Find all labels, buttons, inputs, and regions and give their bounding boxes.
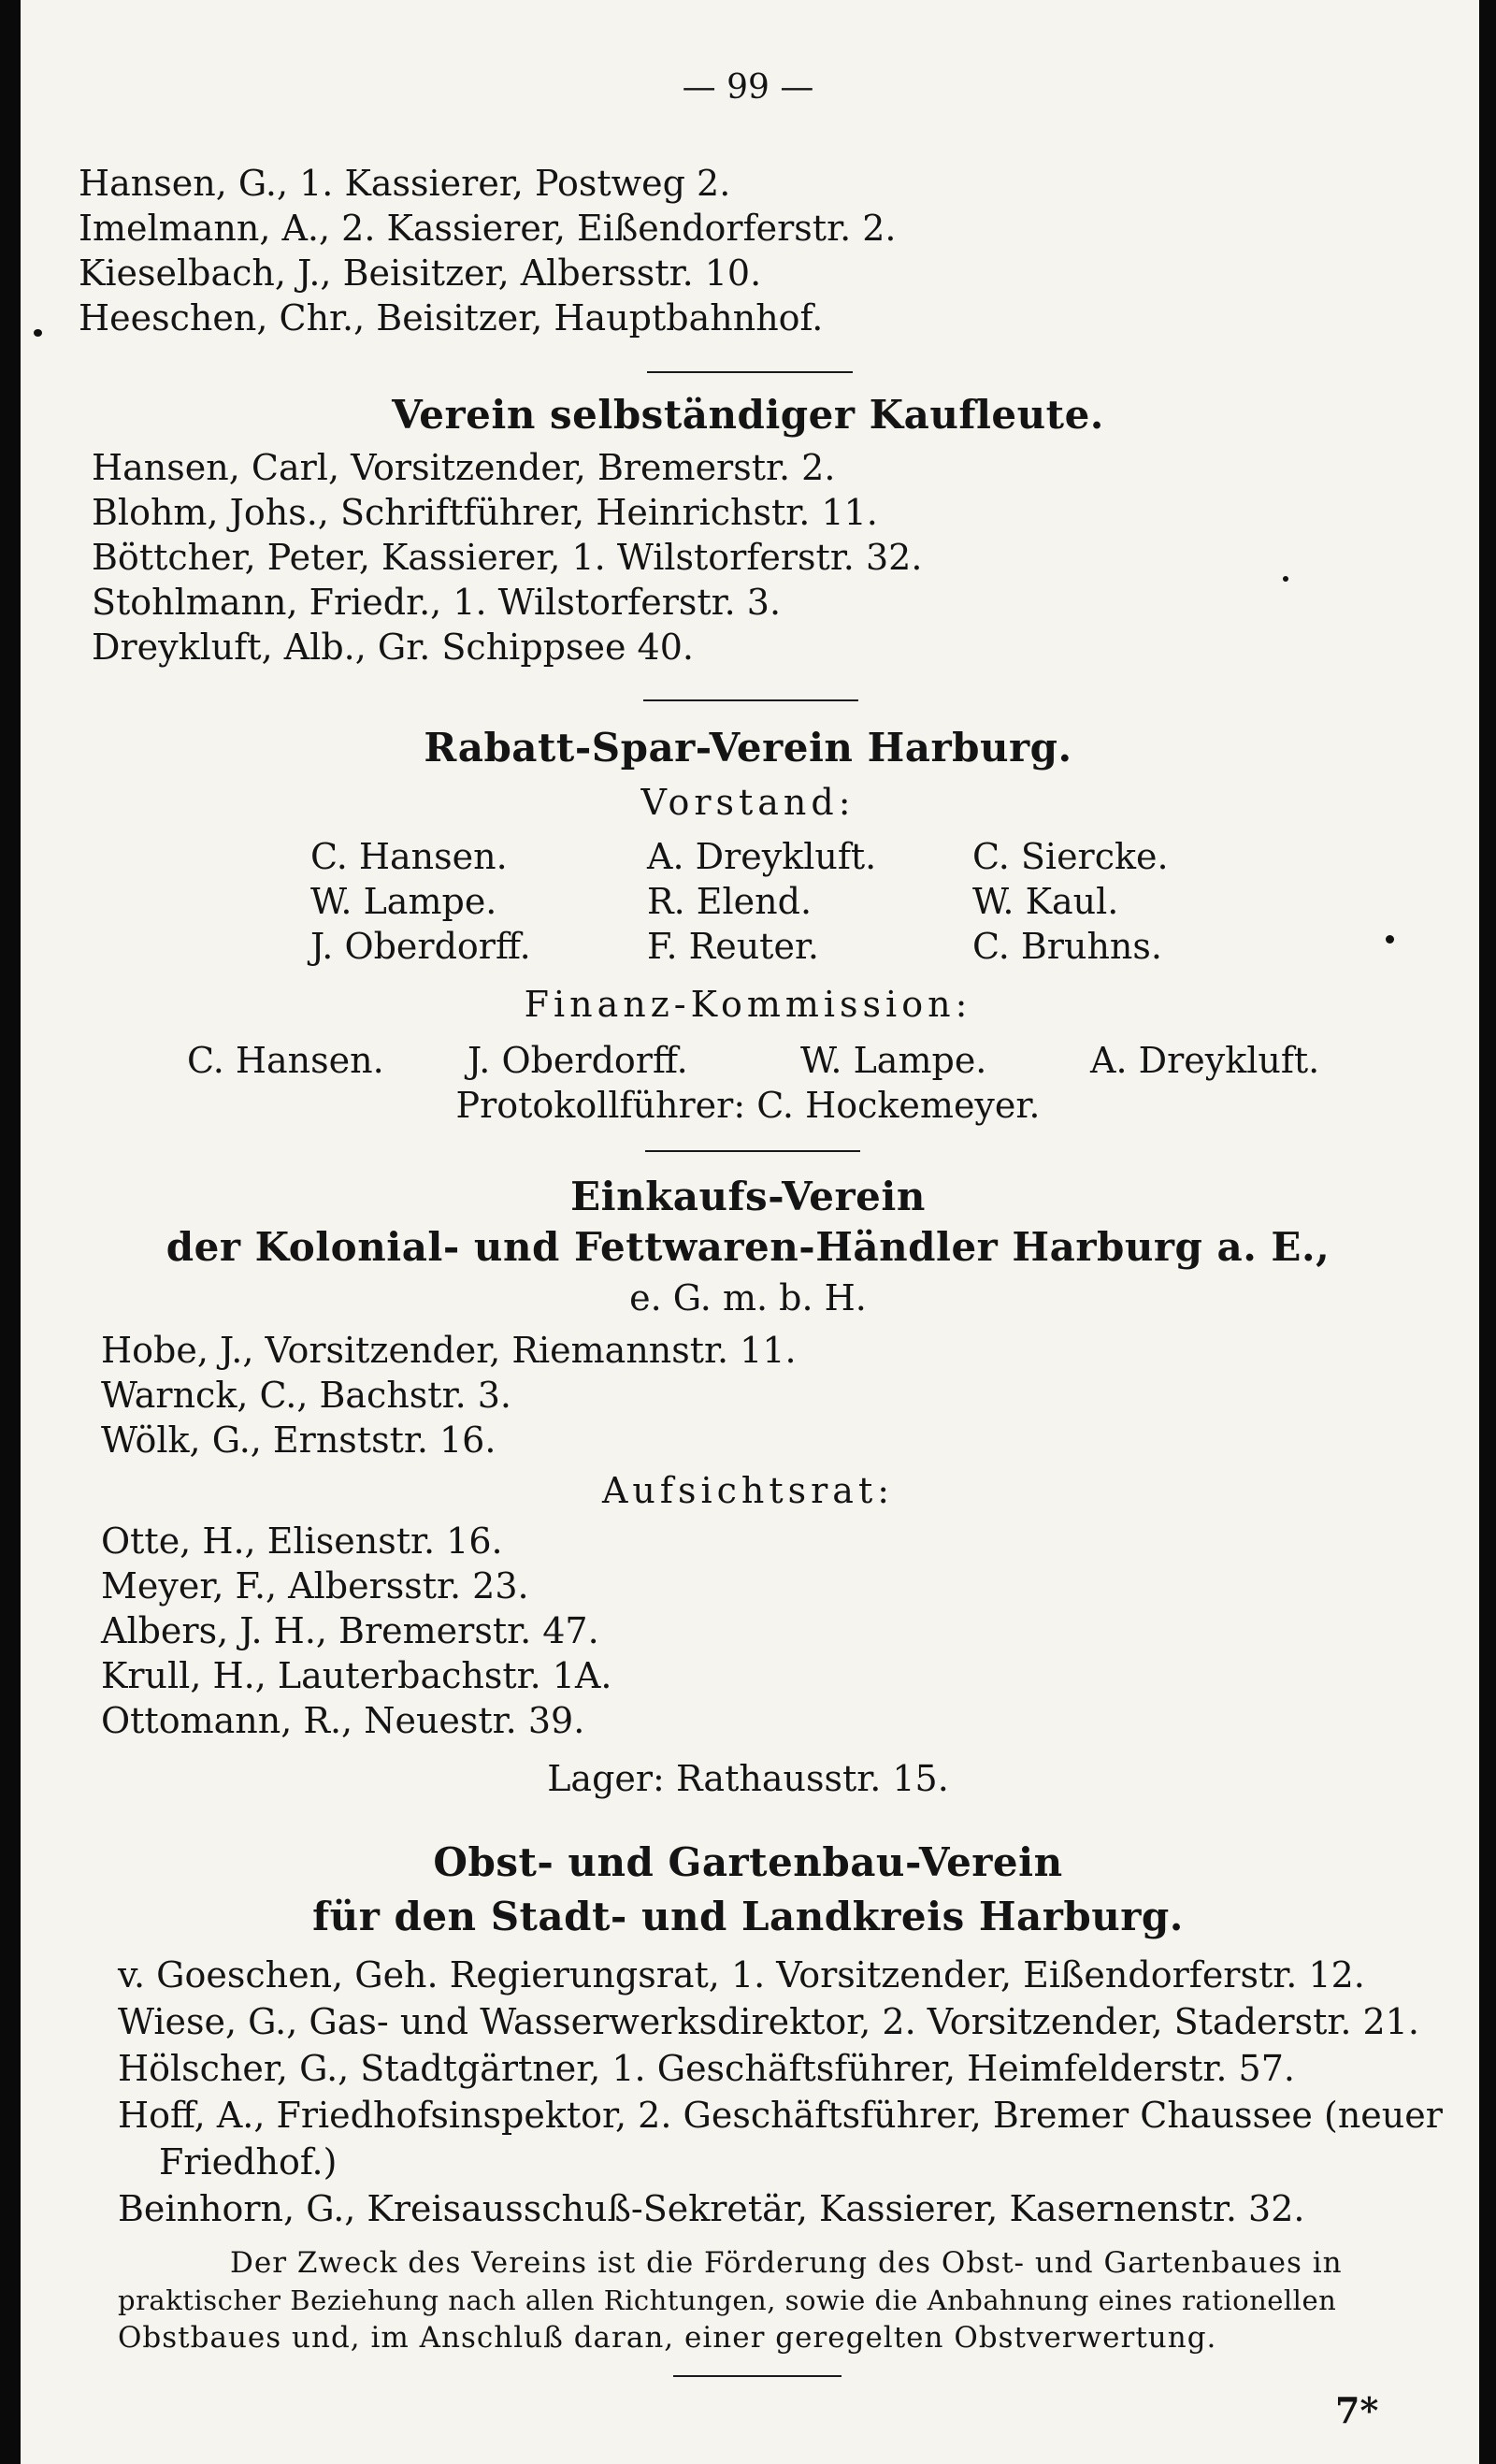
section-title: für den Stadt- und Landkreis Harburg. xyxy=(312,1894,1184,1939)
list-item: Wiese, G., Gas- und Wasserwerksdirektor, 2. Vorsitzender, Staderstr. 21. xyxy=(118,2001,1419,2042)
list-item: Warnck, C., Bachstr. 3. xyxy=(101,1375,511,1416)
subheading-finanz-kommission: Finanz-Kommission: xyxy=(524,984,972,1025)
list-item: Heeschen, Chr., Beisitzer, Hauptbahnhof. xyxy=(79,297,824,339)
list-item: Dreykluft, Alb., Gr. Schippsee 40. xyxy=(92,627,694,668)
page-number: — 99 — xyxy=(682,68,814,107)
section-title: Obst- und Gartenbau-Verein xyxy=(433,1839,1063,1885)
list-item: Hansen, Carl, Vorsitzender, Bremerstr. 2. xyxy=(92,447,836,488)
list-item: Blohm, Johs., Schriftführer, Heinrichstr. 11. xyxy=(92,492,878,533)
member-name: J. Oberdorff. xyxy=(468,1040,688,1081)
list-item: Otte, H., Elisenstr. 16. xyxy=(101,1520,503,1562)
member-name: C. Bruhns. xyxy=(972,926,1162,967)
section-title: der Kolonial- und Fettwaren-Händler Harburg a. E., xyxy=(165,1224,1331,1270)
member-name: F. Reuter. xyxy=(647,926,820,967)
list-item: Hansen, G., 1. Kassierer, Postweg 2. xyxy=(79,163,731,204)
member-name: R. Elend. xyxy=(647,881,813,922)
list-item: Ottomann, R., Neuestr. 39. xyxy=(101,1700,585,1741)
member-name: W. Lampe. xyxy=(800,1040,987,1081)
member-name: A. Dreykluft. xyxy=(1090,1040,1320,1081)
lager-address: Lager: Rathausstr. 15. xyxy=(547,1758,949,1799)
list-item: Albers, J. H., Bremerstr. 47. xyxy=(101,1610,599,1651)
section-title: Rabatt-Spar-Verein Harburg. xyxy=(424,725,1072,771)
section-title: Einkaufs-Verein xyxy=(570,1174,926,1219)
section-title: Verein selbständiger Kaufleute. xyxy=(392,392,1104,438)
list-item: v. Goeschen, Geh. Regierungsrat, 1. Vorsitzender, Eißendorferstr. 12. xyxy=(118,1954,1365,1996)
member-name: C. Hansen. xyxy=(187,1040,384,1081)
member-name: C. Hansen. xyxy=(310,836,508,877)
section-subtitle: e. G. m. b. H. xyxy=(629,1277,867,1318)
list-item: Wölk, G., Ernststr. 16. xyxy=(101,1419,496,1461)
scan-speck xyxy=(34,329,42,337)
subheading-aufsichtsrat: Aufsichtsrat: xyxy=(601,1470,895,1511)
list-item: Beinhorn, G., Kreisausschuß-Sekretär, Kassierer, Kasernenstr. 32. xyxy=(118,2188,1305,2229)
list-item: Böttcher, Peter, Kassierer, 1. Wilstorferstr. 32. xyxy=(92,537,923,578)
list-item: Kieselbach, J., Beisitzer, Albersstr. 10. xyxy=(79,252,762,294)
member-name: W. Kaul. xyxy=(972,881,1119,922)
list-item: Hölscher, G., Stadtgärtner, 1. Geschäftsführer, Heimfelderstr. 57. xyxy=(118,2048,1295,2089)
section-divider xyxy=(643,699,858,701)
protokollfuehrer: Protokollführer: C. Hockemeyer. xyxy=(455,1085,1041,1126)
signature-mark: 7* xyxy=(1335,2389,1379,2431)
purpose-note: Der Zweck des Vereins ist die Förderung des Obst- und Gartenbaues in xyxy=(230,2246,1343,2280)
scan-speck xyxy=(1386,935,1394,944)
list-item: Hobe, J., Vorsitzender, Riemannstr. 11. xyxy=(101,1330,797,1371)
purpose-note: Obstbaues und, im Anschluß daran, einer geregelten Obstverwertung. xyxy=(118,2321,1217,2355)
member-name: J. Oberdorff. xyxy=(310,926,531,967)
list-item: Krull, H., Lauterbachstr. 1A. xyxy=(101,1655,612,1696)
subheading-vorstand: Vorstand: xyxy=(640,782,856,823)
section-divider xyxy=(645,1150,860,1152)
member-name: W. Lampe. xyxy=(310,881,497,922)
scan-speck xyxy=(1283,576,1288,582)
member-name: C. Siercke. xyxy=(972,836,1169,877)
section-divider xyxy=(647,371,853,373)
list-item-continuation: Friedhof.) xyxy=(159,2141,338,2183)
section-divider xyxy=(673,2375,842,2377)
list-item: Imelmann, A., 2. Kassierer, Eißendorferstr. 2. xyxy=(79,208,897,249)
member-name: A. Dreykluft. xyxy=(647,836,877,877)
purpose-note: praktischer Beziehung nach allen Richtungen, sowie die Anbahnung eines rationellen xyxy=(118,2284,1337,2316)
list-item: Meyer, F., Albersstr. 23. xyxy=(101,1565,529,1607)
list-item: Stohlmann, Friedr., 1. Wilstorferstr. 3. xyxy=(92,582,782,623)
list-item: Hoff, A., Friedhofsinspektor, 2. Geschäftsführer, Bremer Chaussee (neuer xyxy=(118,2095,1443,2136)
